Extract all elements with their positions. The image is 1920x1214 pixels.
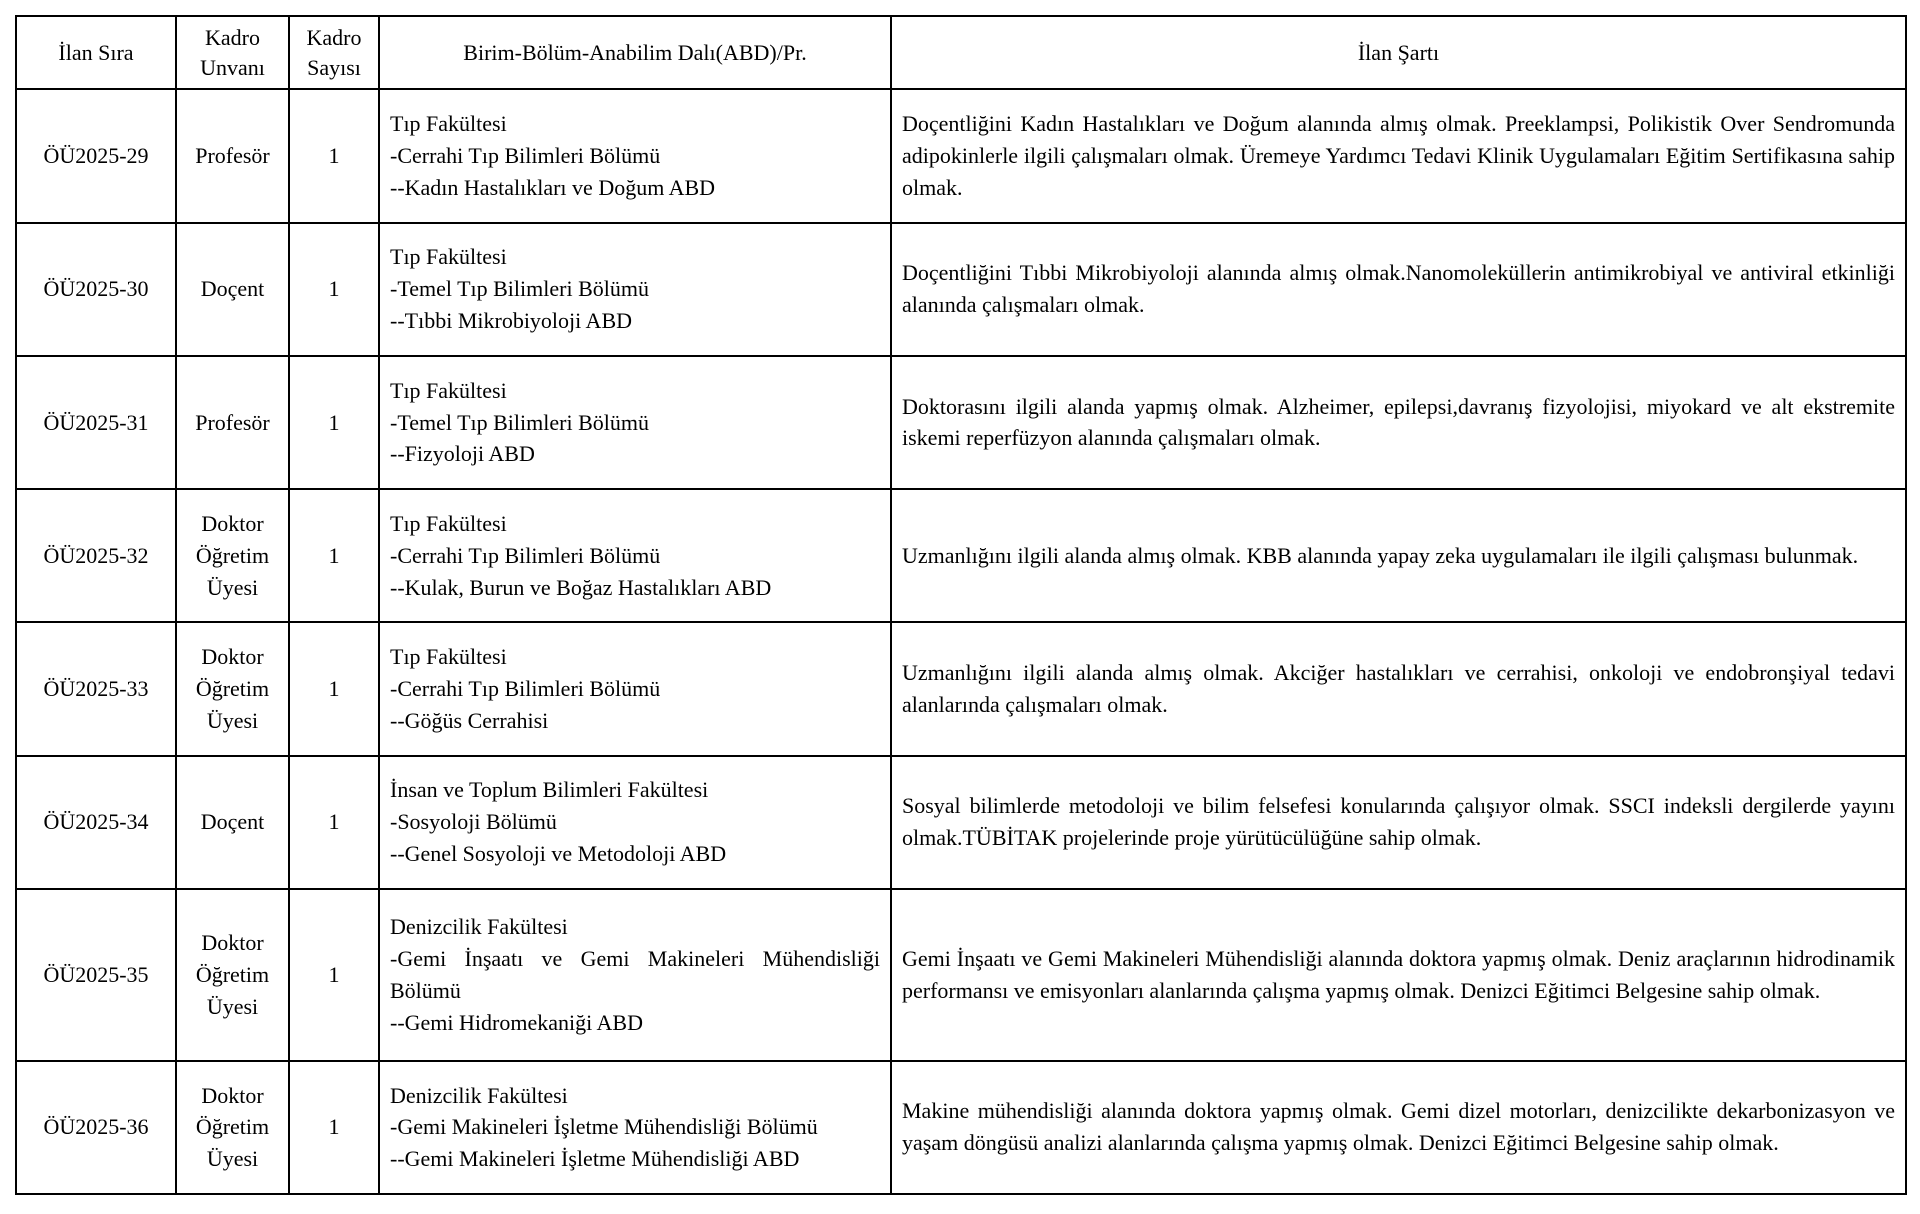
cell-ilan-sira: ÖÜ2025-34 [16, 756, 176, 889]
table-row [16, 223, 1906, 356]
header-ilan-sarti: İlan Şartı [891, 16, 1906, 89]
birim-line: -Cerrahi Tıp Bilimleri Bölümü [390, 675, 661, 701]
cell-birim [379, 89, 891, 222]
header-birim-bolum-abd: Birim-Bölüm-Anabilim Dalı(ABD)/Pr. [379, 16, 891, 89]
table-header [16, 16, 1906, 89]
cell-kadro-unvani: Doktor Öğretim Üyesi [176, 489, 289, 622]
cell-ilan-sira: ÖÜ2025-30 [16, 223, 176, 356]
birim-line: -Cerrahi Tıp Bilimleri Bölümü [390, 542, 661, 568]
birim-line: --Göğüs Cerrahisi [390, 707, 549, 733]
birim-line: Tıp Fakültesi [390, 111, 507, 137]
cell-ilan-sarti: Doktorasını ilgili alanda yapmış olmak. Alzheimer, epilepsi,davranış fizyolojisi, miyokard ve alt ekstremite iskemi reperfüzyon alanında çalışmaları olmak. [891, 356, 1906, 489]
cell-ilan-sira: ÖÜ2025-35 [16, 889, 176, 1061]
birim-line: -Gemi Makineleri İşletme Mühendisliği Bölümü [390, 1114, 818, 1140]
job-announcement-table [15, 15, 1907, 1195]
birim-line: --Genel Sosyoloji ve Metodoloji ABD [390, 841, 727, 867]
cell-ilan-sarti: Doçentliğini Tıbbi Mikrobiyoloji alanında almış olmak.Nanomoleküllerin antimikrobiyal ve antiviral etkinliği alanında çalışmaları olmak. [891, 223, 1906, 356]
cell-birim [379, 889, 891, 1061]
birim-line: --Gemi Hidromekaniği ABD [390, 1009, 643, 1035]
cell-ilan-sarti: Gemi İnşaatı ve Gemi Makineleri Mühendisliği alanında doktora yapmış olmak. Deniz araçlarının hidrodinamik performansı ve emisyonları alanlarında çalışma yapmış olmak. Denizci Eğitimci Belgesine sahip olmak. [891, 889, 1906, 1061]
cell-ilan-sira: ÖÜ2025-29 [16, 89, 176, 222]
table-body [16, 89, 1906, 1194]
cell-kadro-unvani: Doktor Öğretim Üyesi [176, 1061, 289, 1194]
cell-birim [379, 756, 891, 889]
cell-ilan-sarti: Uzmanlığını ilgili alanda almış olmak. Akciğer hastalıkları ve cerrahisi, onkoloji ve endobronşiyal tedavi alanlarında çalışmaları olmak. [891, 622, 1906, 755]
table-row [16, 489, 1906, 622]
table-row [16, 356, 1906, 489]
cell-kadro-unvani: Profesör [176, 356, 289, 489]
birim-line: Denizcilik Fakültesi [390, 1082, 568, 1108]
birim-line: --Fizyoloji ABD [390, 441, 535, 467]
cell-birim [379, 223, 891, 356]
birim-line: Tıp Fakültesi [390, 644, 507, 670]
cell-kadro-sayisi: 1 [289, 756, 379, 889]
cell-kadro-sayisi: 1 [289, 89, 379, 222]
birim-line: Denizcilik Fakültesi [390, 913, 568, 939]
cell-kadro-unvani: Doçent [176, 223, 289, 356]
birim-line: -Temel Tıp Bilimleri Bölümü [390, 409, 649, 435]
header-kadro-sayisi: Kadro Sayısı [289, 16, 379, 89]
table-row [16, 889, 1906, 1061]
table-row [16, 622, 1906, 755]
cell-kadro-sayisi: 1 [289, 622, 379, 755]
header-ilan-sira: İlan Sıra [16, 16, 176, 89]
birim-line: --Kadın Hastalıkları ve Doğum ABD [390, 174, 716, 200]
table-row [16, 1061, 1906, 1194]
cell-ilan-sira: ÖÜ2025-36 [16, 1061, 176, 1194]
cell-birim [379, 356, 891, 489]
cell-birim [379, 489, 891, 622]
cell-kadro-sayisi: 1 [289, 889, 379, 1061]
cell-ilan-sarti: Sosyal bilimlerde metodoloji ve bilim felsefesi konularında çalışıyor olmak. SSCI indeksli dergilerde yayını olmak.TÜBİTAK projelerinde proje yürütücülüğüne sahip olmak. [891, 756, 1906, 889]
birim-line: Tıp Fakültesi [390, 244, 507, 270]
cell-kadro-sayisi: 1 [289, 356, 379, 489]
cell-kadro-unvani: Doktor Öğretim Üyesi [176, 889, 289, 1061]
birim-line: -Sosyoloji Bölümü [390, 809, 557, 835]
table-row [16, 89, 1906, 222]
cell-birim [379, 1061, 891, 1194]
table-row [16, 756, 1906, 889]
cell-kadro-sayisi: 1 [289, 223, 379, 356]
header-row [16, 16, 1906, 89]
birim-line: -Temel Tıp Bilimleri Bölümü [390, 276, 649, 302]
birim-line: -Gemi İnşaatı ve Gemi Makineleri Mühendisliği Bölümü [390, 945, 880, 1003]
birim-line: --Gemi Makineleri İşletme Mühendisliği ABD [390, 1146, 800, 1172]
birim-line: İnsan ve Toplum Bilimleri Fakültesi [390, 777, 709, 803]
birim-line: Tıp Fakültesi [390, 377, 507, 403]
cell-kadro-unvani: Doktor Öğretim Üyesi [176, 622, 289, 755]
cell-ilan-sarti: Uzmanlığını ilgili alanda almış olmak. KBB alanında yapay zeka uygulamaları ile ilgili çalışması bulunmak. [891, 489, 1906, 622]
cell-kadro-sayisi: 1 [289, 1061, 379, 1194]
cell-ilan-sarti: Makine mühendisliği alanında doktora yapmış olmak. Gemi dizel motorları, denizcilikte dekarbonizasyon ve yaşam döngüsü analizi alanlarında çalışma yapmış olmak. Denizci Eğitimci Belgesine sahip olmak. [891, 1061, 1906, 1194]
header-kadro-unvani: Kadro Unvanı [176, 16, 289, 89]
cell-ilan-sira: ÖÜ2025-31 [16, 356, 176, 489]
birim-line: -Cerrahi Tıp Bilimleri Bölümü [390, 143, 661, 169]
cell-birim [379, 622, 891, 755]
cell-kadro-sayisi: 1 [289, 489, 379, 622]
birim-line: --Tıbbi Mikrobiyoloji ABD [390, 308, 632, 334]
birim-line: Tıp Fakültesi [390, 510, 507, 536]
cell-ilan-sarti: Doçentliğini Kadın Hastalıkları ve Doğum alanında almış olmak. Preeklampsi, Polikistik Over Sendromunda adipokinlerle ilgili çalışmaları olmak. Üremeye Yardımcı Tedavi Klinik Uygulamaları Eğitim Sertifikasına sahip olmak. [891, 89, 1906, 222]
cell-ilan-sira: ÖÜ2025-32 [16, 489, 176, 622]
cell-kadro-unvani: Doçent [176, 756, 289, 889]
cell-kadro-unvani: Profesör [176, 89, 289, 222]
birim-line: --Kulak, Burun ve Boğaz Hastalıkları ABD [390, 574, 772, 600]
cell-ilan-sira: ÖÜ2025-33 [16, 622, 176, 755]
